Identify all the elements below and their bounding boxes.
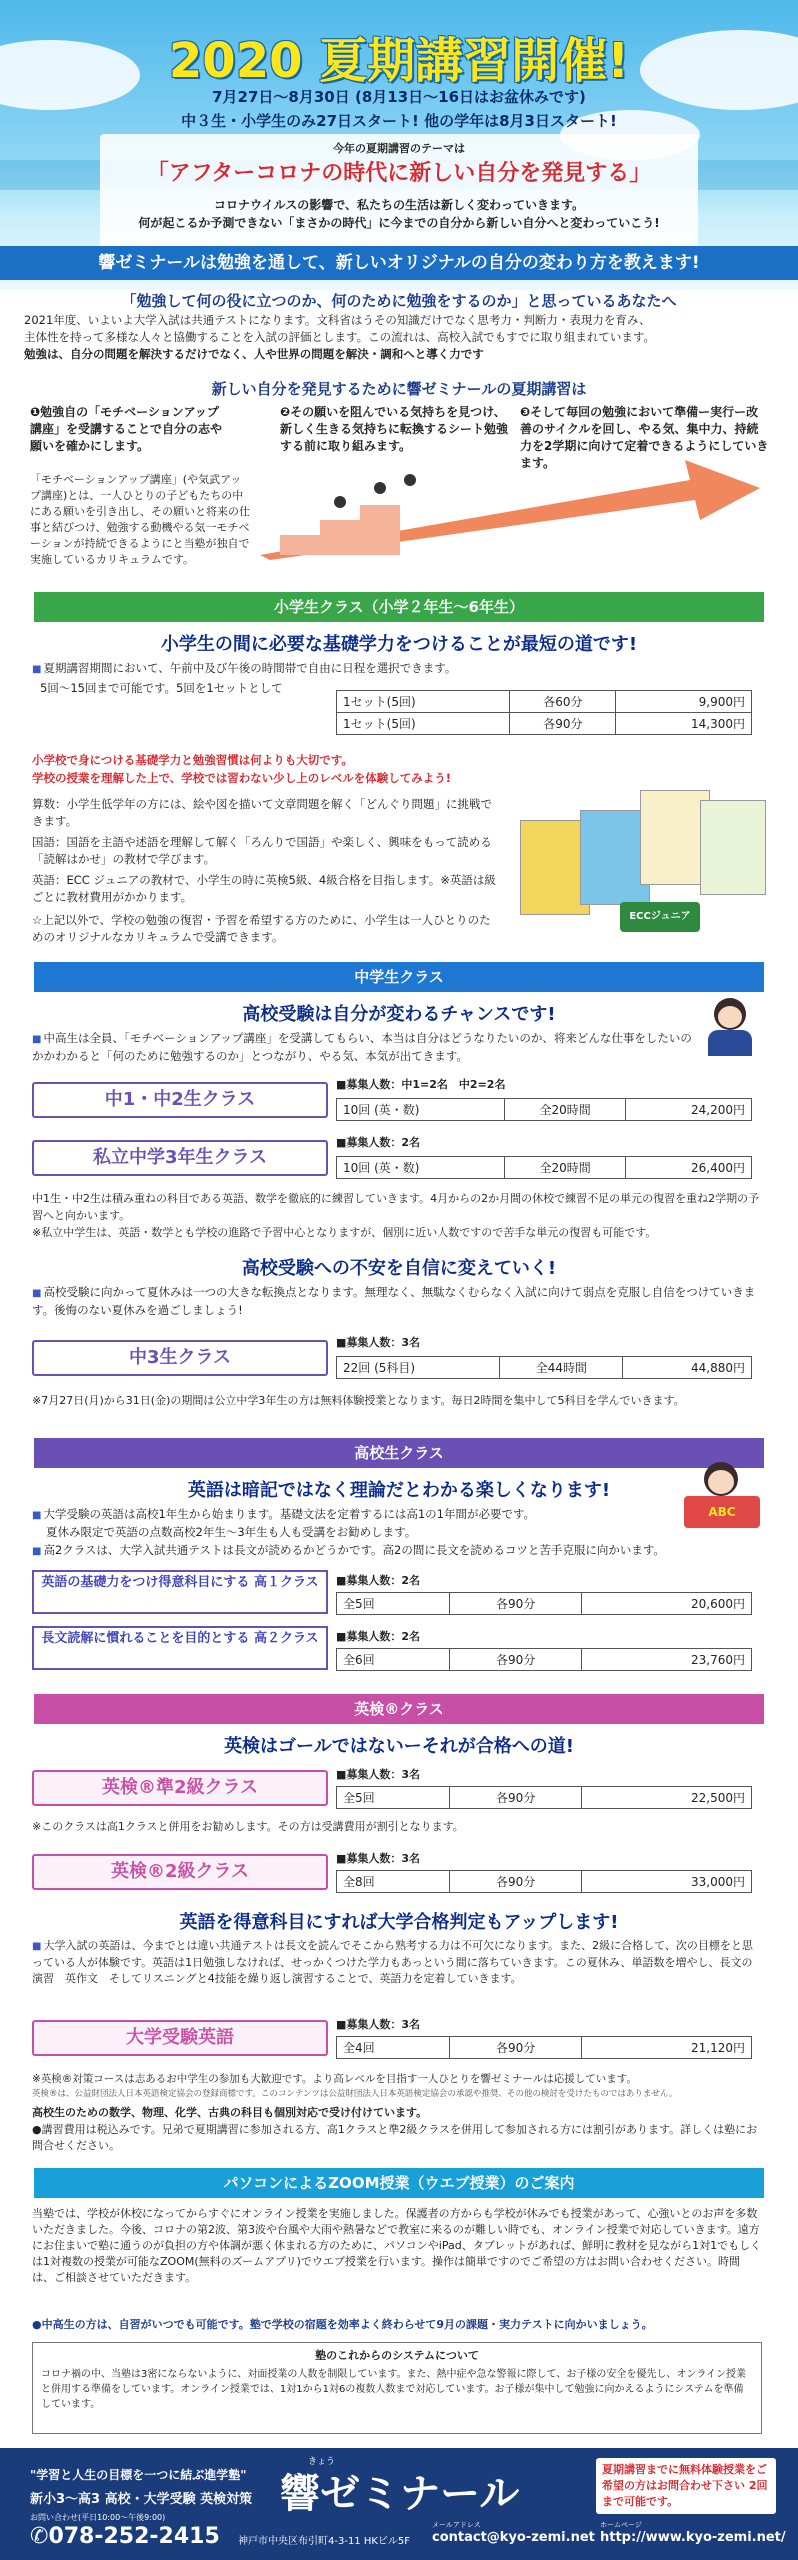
table-cell: 各90分: [450, 1649, 582, 1671]
eiken-note-4: 高校生のための数学、物理、化学、古典の科目も個別対応で受け付けています。: [32, 2106, 428, 2119]
high-2-class-label: 長文読解に慣れることを目的とする 高２クラス: [32, 1626, 328, 1670]
table-cell: 23,760円: [582, 1649, 752, 1671]
high-para-2: 夏休み限定で英語の点数高校2年生〜3年生も人も受講をお勧めします。: [46, 1525, 417, 1539]
page-title: 2020 夏期講習開催!: [168, 33, 630, 89]
elementary-para-1: ■ 夏期講習期間において、午前中及び午後の時間帯で自由に日程を選択できます。: [32, 660, 762, 678]
high-class-bar: 高校生クラス: [34, 1438, 764, 1468]
private-junior-3-quota: ■募集人数：2名: [336, 1136, 421, 1149]
footer-email[interactable]: contact@kyo-zemi.net: [432, 2530, 595, 2545]
eiken-pre2-class-label: 英検®準2級クラス: [32, 1770, 328, 1806]
system-box: [32, 2342, 762, 2434]
eiken-pre2-price-table: [336, 1786, 752, 1809]
course-start-dates: 中３生・小学生のみ27日スタート! 他の学年は8月3日スタート!: [181, 112, 617, 130]
junior-heading: 高校受験は自分が変わるチャンスです!: [242, 1004, 556, 1025]
eiken-trademark-note: 英検®は、公益財団法人日本英語検定協会の登録商標です。このコンテンツは公益財団法人日本英語検定協会の承認や推奨、その他の検討を受けたものではありません。: [32, 2089, 678, 2099]
table-cell: 全8回: [337, 1871, 450, 1893]
table-row: [337, 1099, 752, 1121]
intro-line-2: 主体性を持って多様な人々と協働することを入試の評価とします。この流れは、高校入試でもすでに取り組まれています。: [24, 330, 655, 344]
elementary-math: 算数：小学生低学年の方には、絵や図を描いて文章問題を解く「どんぐり問題」に挑戦できます。: [32, 797, 492, 828]
intro-body: [24, 312, 780, 363]
junior-para-2: ■ 高校受験に向かって夏休みは一つの大きな転換点となります。無理なく、無駄なくむらなく入試に向けて弱点を克服し自信をつけていきます。後悔のない夏休みを過ごしましょう!: [32, 1284, 762, 1319]
footer-grades: 新小3〜高3 高校・大学受験 英検対策: [30, 2492, 253, 2507]
table-cell: 10回 (英・数): [337, 1157, 505, 1179]
program-title: 新しい自分を発見するために響ゼミナールの夏期講習は: [211, 380, 587, 398]
table-cell: 各90分: [510, 713, 616, 735]
junior-note-1: 中1生・中2生は積み重ねの科目である英語、数学を徹底的に練習していきます。4月からの2か月間の休校で練習不足の単元の復習を重ね2学期の予習へと向かいます。: [32, 1192, 760, 1222]
high-1-quota: ■募集人数：2名: [336, 1574, 421, 1587]
high-para-3: ■ 高2クラスは、大学入試共通テストは長文が読めるかどうかです。高2の間に長文を読めるコツと苦手克服に向かいます。: [32, 1542, 762, 1560]
table-cell: 14,300円: [616, 713, 752, 735]
course-dates: 7月27日〜8月30日 (8月13日〜16日はお盆休みです): [212, 88, 586, 106]
table-cell: 21,120円: [582, 2037, 752, 2059]
brand-logo: 響ゼミナール: [280, 2470, 520, 2517]
eiken-note-5: ●講習費用は税込みです。兄弟で夏期講習に参加される方、高1クラスと準2級クラスを併用して参加される方には割引があります。詳しくは塾にお問合せください。: [32, 2123, 758, 2152]
table-cell: 全20時間: [505, 1157, 626, 1179]
table-cell: 22,500円: [582, 1787, 752, 1809]
ecc-junior-logo: ECCジュニア: [620, 902, 700, 932]
system-text: コロナ禍の中、当塾は3密にならないように、対面授業の人数を制限しています。また、熱中症や急な警報に際して、お子様の安全を優先し、オンライン授業と併用する準備をしています。オンライン授業では、1対1から1対6の複数人数まで対応しています。お子様が集中して勉強に向かえるようにシステムを準備しています。: [41, 2369, 747, 2410]
table-cell: 1セット(5回): [337, 691, 510, 713]
high-1-class-label: 英語の基礎力をつけ得意科目にする 高１クラス: [32, 1570, 328, 1614]
elementary-english: 英語：ECC ジュニアの教材で、小学生の時に英検5級、4級合格を目指します。※英語は級ごとに教材費用がかかります。: [32, 873, 496, 904]
theme-lead: 今年の夏期講習のテーマは: [333, 142, 465, 155]
eiken-heading-2: 英語を得意科目にすれば大学合格判定もアップします!: [179, 1912, 619, 1933]
table-row: [337, 1357, 752, 1379]
theme-line-1: コロナウイルスの影響で、私たちの生活は新しく変わっていきます。: [214, 198, 584, 212]
eiken-note-1: ※このクラスは高1クラスと併用をお勧めします。その方は受講費用が割引となります。: [32, 1820, 464, 1833]
private-junior-3-price-table: [336, 1156, 752, 1179]
zoom-notice: ●中高生の方は、自習がいつでも可能です。塾で学校の宿題を効率よく終わらせて9月の課題・実力テストに向かいましょう。: [32, 2318, 653, 2331]
zoom-para: 当塾では、学校が休校になってからすぐにオンライン授業を実施しました。保護者の方からも学校が休みでも授業があって、心強いとのお声を多数いただきました。今後、コロナの第2波、第3波や台風や大雨や熱暑などで教室に来るのが難しい時でも、オンライン授業で対応していきます。遠方にお住まいで塾に通うのが負担の方や体調が悪く休まれる方のために、パソコンやiPad、タブレットがあれば、鮮明に教材を見ながら1対1でもしくは1対複数の授業が可能なZOOM(無料のズームアプリ)でウエブ授業を行います。操作は簡単ですのでご希望の方はお問い合わせください。時間は、ご相談させていただきます。: [32, 2207, 762, 2284]
eiken-2-quota: ■募集人数：3名: [336, 1852, 421, 1865]
elementary-heading: 小学生の間に必要な基礎学力をつけることが最短の道です!: [160, 634, 638, 655]
junior-12-price-table: [336, 1098, 752, 1121]
high-1-price-table: [336, 1592, 752, 1615]
eiken-para: ■ 大学入試の英語は、今までとは違い共通テストは長文を読んでそこから熟考する力は不可欠になります。また、2級に合格して、次の目標をと思っている人が体験です。英語は1日勉強しなければ、せっかくつけた学力もあっという間に落ちていきます。この夏休み、単語数を増やし、長文の演習 英作文 そしてリスニングと4技能を繰り返し演習することで、英語力を定着していきます。: [32, 1938, 762, 1987]
table-row: [337, 1787, 752, 1809]
eiken-2-price-table: [336, 1870, 752, 1893]
zoom-class-bar: パソコンによるZOOM授業（ウエブ授業）のご案内: [34, 2168, 764, 2198]
table-cell: 各90分: [450, 1787, 582, 1809]
elementary-japanese: 国語：国語を主語や述語を理解して解く「ろんりで国語」や楽しく、興味をもって読める「読解はかせ」の教材で学びます。: [32, 835, 492, 866]
student-reading-illustration: [680, 1462, 764, 1532]
table-cell: 22回 (5科目): [337, 1357, 500, 1379]
junior-3-class-label: 中3生クラス: [32, 1340, 328, 1376]
program-step-3: ❸そして毎回の勉強において準備ー実行ー改善のサイクルを回し、やる気、集中力、持続力を2学期に向けて定着できるようにしていきます。: [520, 405, 769, 470]
textbook-illustration: [520, 790, 770, 940]
table-cell: 全4回: [337, 2037, 450, 2059]
high-heading: 英語は暗記ではなく理論だとわかる楽しくなります!: [187, 1480, 611, 1501]
table-row: [337, 713, 752, 735]
table-cell: 44,880円: [623, 1357, 752, 1379]
high-para-1: ■ 大学受験の英語は高校1年生から始まります。基礎文法を定着するには高1の1年間が必要です。: [32, 1506, 682, 1524]
table-row: [337, 2037, 752, 2059]
table-cell: 26,400円: [626, 1157, 752, 1179]
elementary-price-table: [336, 690, 752, 735]
web-label: ホームページ: [600, 2521, 642, 2529]
footer-tagline: "学習と人生の目標を一つに結ぶ進学塾": [30, 2468, 247, 2482]
table-row: [337, 1157, 752, 1179]
footer: [0, 2448, 798, 2560]
table-row: [337, 1649, 752, 1671]
junior-para: ■ 中高生は全員、「モチベーションアップ講座」を受講してもらい、本当は自分はどうなりたいのか、将来どんな仕事をしたいのかかわかると「何のために勉強するのか」とつながり、やる気、本気が出てきます。: [32, 1030, 692, 1065]
high-2-quota: ■募集人数：2名: [336, 1630, 421, 1643]
high-2-price-table: [336, 1648, 752, 1671]
system-title: 塾のこれからのシステムについて: [315, 2349, 479, 2362]
table-cell: 20,600円: [582, 1593, 752, 1615]
table-cell: 全44時間: [500, 1357, 623, 1379]
junior-3-price-table: [336, 1356, 752, 1379]
elementary-class-bar: 小学生クラス（小学２年生〜6年生）: [34, 592, 764, 622]
elementary-red-2: 学校の授業を理解した上で、学校では習わない少し上のレベルを体験してみよう!: [32, 771, 452, 785]
private-junior-3-class-label: 私立中学3年生クラス: [32, 1140, 328, 1176]
brand-ruby: きょう: [308, 2457, 336, 2467]
program-step-1-note: 「モチベーションアップ講座」(や気武アップ講座)とは、一人ひとりの子どもたちの中にある願いを引き出し、その願いと将来の仕事と結びつけ、勉強する動機やる気一モチベーションが持続できるようにと当塾が独自で実施しているカリキュラムです。: [30, 473, 250, 566]
junior-12-quota: ■募集人数：中1=2名 中2=2名: [336, 1078, 506, 1091]
junior-note-2: ※私立中学生は、英語・数学とも学校の進路で予習中心となりますが、個別に近い人数ですので苦手な単元の復習も可能です。: [32, 1226, 657, 1239]
footer-phone[interactable]: [30, 2524, 220, 2549]
junior-3-quota: ■募集人数：3名: [336, 1336, 421, 1349]
university-english-class-label: 大学受験英語: [32, 2020, 328, 2056]
theme-main: 「アフターコロナの時代に新しい自分を発見する」: [146, 161, 652, 186]
theme-line-2: 何が起こるか予測できない「まさかの時代」に今までの自分から新しい自分へと変わっていこう!: [138, 216, 660, 230]
eiken-heading: 英検はゴールではないーそれが合格への道!: [224, 1736, 574, 1757]
header-ribbon: 響ゼミナールは勉強を通して、新しいオリジナルの自分の変わり方を教えます!: [0, 246, 798, 280]
program-step-1: ❶勉強自の「モチベーションアップ講座」を受講することで自分の志や願いを確かにします。: [30, 405, 223, 453]
intro-title: 「勉強して何の役に立つのか、何のために勉強をするのか」と思っているあなたへ: [121, 292, 677, 310]
free-trial-notice: 夏期講習までに無料体験授業をご希望の方はお問合わせ下さい 2回まで可能です。: [596, 2458, 776, 2514]
tel-label: お問い合わせ(平日10:00〜午後9:00): [30, 2513, 166, 2522]
table-cell: 各90分: [450, 2037, 582, 2059]
intro-line-3: 勉強は、自分の問題を解決するだけでなく、人や世界の問題を解決・調和へと導く力です: [24, 347, 484, 361]
table-cell: 各90分: [450, 1871, 582, 1893]
eiken-class-bar: 英検®クラス: [34, 1694, 764, 1724]
junior-12-class-label: 中1・中2生クラス: [32, 1082, 328, 1118]
phone-icon: ✆: [30, 2524, 49, 2549]
junior-heading-2: 高校受験への不安を自信に変えていく!: [241, 1258, 557, 1279]
abc-book: ABC: [684, 1496, 760, 1528]
table-cell: 各60分: [510, 691, 616, 713]
junior-note-3: ※7月27日(月)から31日(金)の期間は公立中学3年生の方は無料体験授業となります。毎日2時間を集中して5科目を学んでいきます。: [32, 1394, 685, 1407]
university-english-price-table: [336, 2036, 752, 2059]
elementary-red-1: 小学校で身につける基礎学力と勉強習慣は何よりも大切です。: [32, 753, 353, 767]
eiken-2-class-label: 英検®2級クラス: [32, 1854, 328, 1890]
table-cell: 各90分: [450, 1593, 582, 1615]
textbook-cover: [700, 800, 766, 895]
eiken-note-2: ※英検®対策コースは志あるお中学生の参加も大歓迎です。より高レベルを目指す一人ひとりを響ゼミナールは応援しています。: [32, 2073, 637, 2085]
table-cell: 33,000円: [582, 1871, 752, 1893]
table-cell: 10回 (英・数): [337, 1099, 505, 1121]
intro-line-1: 2021年度、いよいよ大学入試は共通テストになります。文科省はうその知識だけでなく思考力・判断力・表現力を育み、: [24, 313, 651, 327]
table-cell: 全5回: [337, 1593, 450, 1615]
university-english-quota: ■募集人数：3名: [336, 2018, 421, 2031]
table-cell: 9,900円: [616, 691, 752, 713]
table-cell: 全20時間: [505, 1099, 626, 1121]
table-cell: 全5回: [337, 1787, 450, 1809]
footer-website[interactable]: http://www.kyo-zemi.net/: [600, 2530, 786, 2545]
table-cell: 24,200円: [626, 1099, 752, 1121]
student-thinking-illustration: [700, 996, 760, 1056]
table-row: [337, 691, 752, 713]
table-cell: 1セット(5回): [337, 713, 510, 735]
junior-class-bar: 中学生クラス: [34, 962, 764, 992]
table-row: [337, 1593, 752, 1615]
eiken-pre2-quota: ■募集人数：3名: [336, 1768, 421, 1781]
phone-number: 078-252-2415: [48, 2524, 220, 2549]
program-step-2: ❷その願いを阻んでいる気持ちを見つけ、新しく生きる気持ちに転換するシート勉強する前に取り組みます。: [280, 405, 509, 453]
elementary-para-2: 5回〜15回まで可能です。5回を1セットとして: [40, 681, 283, 695]
table-row: [337, 1871, 752, 1893]
table-cell: 全6回: [337, 1649, 450, 1671]
footer-address: 神戸市中央区布引町4-3-11 HKビル5F: [238, 2536, 411, 2547]
elementary-note: ☆上記以外で、学校の勉強の復習・予習を希望する方のために、小学生は一人ひとりのためのオリジナルなカリキュラムで受講できます。: [32, 913, 491, 944]
email-label: メールアドレス: [432, 2521, 481, 2529]
